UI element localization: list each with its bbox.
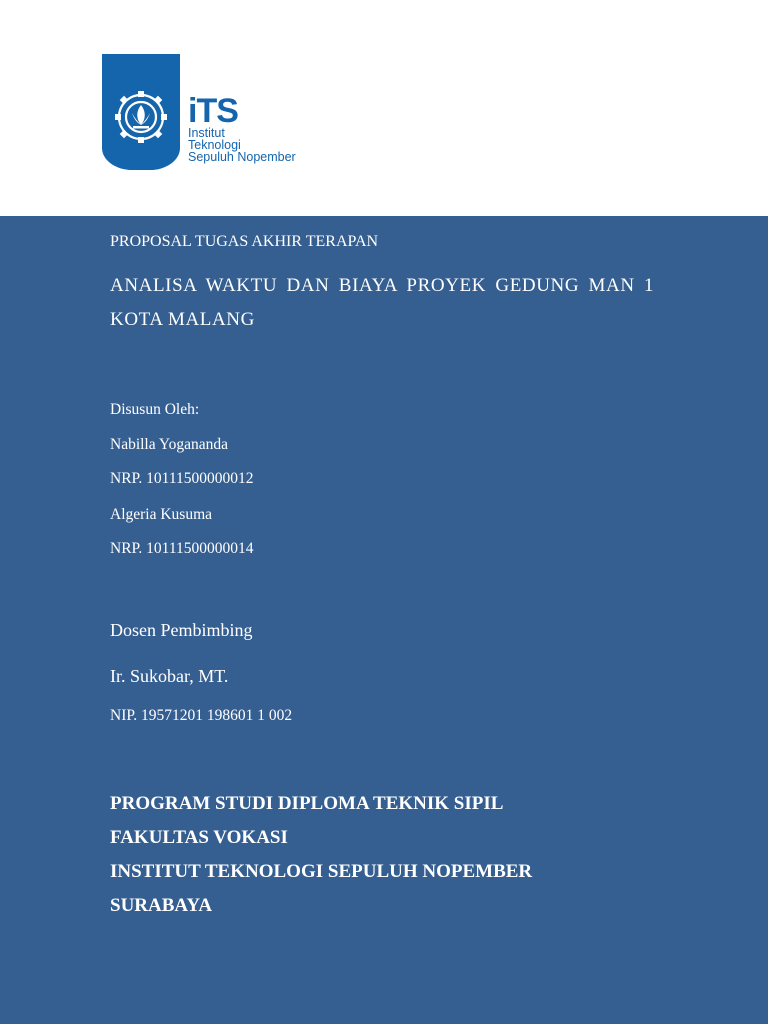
authors-heading: Disusun Oleh: bbox=[110, 401, 200, 418]
logo-line-institut: Institut bbox=[188, 126, 225, 140]
author-name: Algeria Kusuma bbox=[110, 506, 213, 523]
institute-name: INSTITUT TEKNOLOGI SEPULUH NOPEMBER bbox=[110, 861, 533, 882]
author-nrp: NRP. 10111500000012 bbox=[110, 470, 254, 487]
its-logo-emblem bbox=[102, 54, 180, 170]
proposal-title-line-1: ANALISA WAKTU DAN BIAYA PROYEK GEDUNG MAN 1 bbox=[110, 275, 655, 296]
faculty-name: FAKULTAS VOKASI bbox=[110, 827, 288, 848]
supervisor-heading: Dosen Pembimbing bbox=[110, 620, 253, 640]
author-nrp: NRP. 10111500000014 bbox=[110, 540, 254, 557]
supervisor-nip: NIP. 19571201 198601 1 002 bbox=[110, 707, 293, 724]
city-name: SURABAYA bbox=[110, 895, 213, 916]
logo-line-sepuluh-nopember: Sepuluh Nopember bbox=[188, 150, 296, 164]
cover-panel bbox=[0, 216, 768, 1024]
author-name: Nabilla Yogananda bbox=[110, 436, 228, 453]
study-program: PROGRAM STUDI DIPLOMA TEKNIK SIPIL bbox=[110, 793, 504, 814]
logo-line-teknologi: Teknologi bbox=[188, 138, 241, 152]
page-header bbox=[0, 0, 768, 216]
cog-lotus-icon bbox=[106, 87, 176, 147]
supervisor-name: Ir. Sukobar, MT. bbox=[110, 666, 229, 686]
its-wordmark: iTS bbox=[188, 92, 238, 130]
proposal-label: PROPOSAL TUGAS AKHIR TERAPAN bbox=[110, 233, 379, 250]
proposal-title-line-2: KOTA MALANG bbox=[110, 309, 255, 330]
